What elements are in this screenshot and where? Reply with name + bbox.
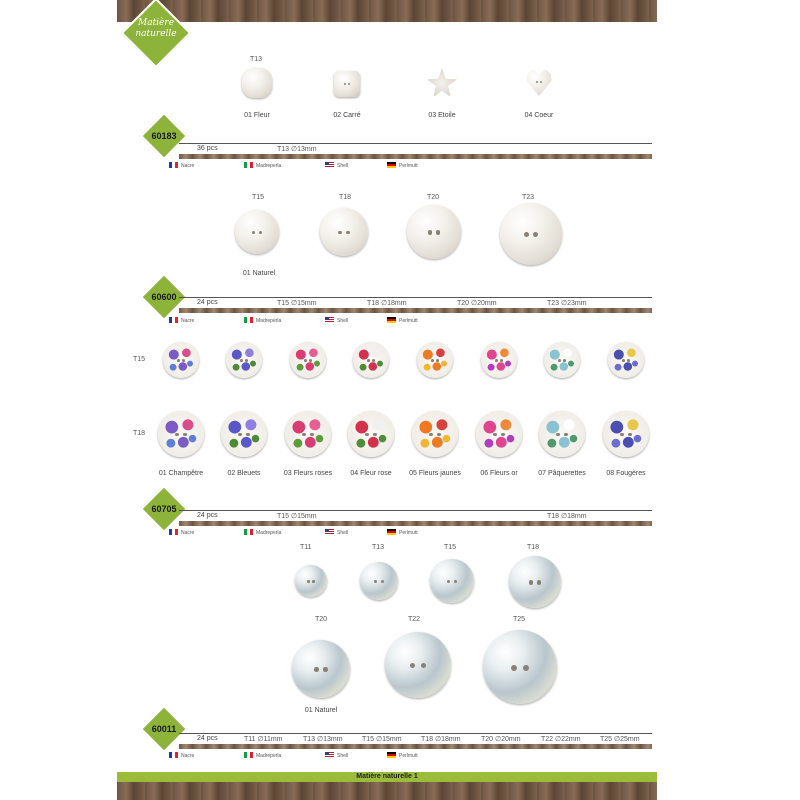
product-code: 60183 (151, 131, 177, 141)
button-abalone-t18 (509, 556, 561, 608)
lang-fr: Nacre (181, 530, 195, 536)
lang-it: Madreperla (256, 318, 282, 324)
size-spec: T13 ∅13mm (303, 736, 343, 743)
size-badge: T25 (513, 616, 526, 623)
button-coeur (525, 68, 553, 96)
size-badge: T20 (315, 616, 328, 623)
floral-button-t18 (539, 411, 585, 457)
size-spec: T15 ∅15mm (277, 513, 317, 520)
item-label: 01 Naturel (242, 270, 276, 277)
size-spec: T20 ∅20mm (481, 736, 521, 743)
button-abalone-t15 (430, 559, 474, 603)
product-code-badge (142, 715, 186, 745)
floral-button-t15 (544, 342, 580, 378)
item-label: 03 Fleurs roses (283, 470, 333, 477)
floral-button-t18 (603, 411, 649, 457)
lang-us: Shell (337, 318, 349, 324)
flag-de-icon (387, 162, 396, 168)
size-spec: T13 ∅13mm (277, 146, 317, 153)
pack-size: 24 pcs (197, 512, 218, 519)
flag-us-icon (325, 529, 334, 535)
floral-button-t15 (290, 342, 326, 378)
floral-button-t15 (417, 342, 453, 378)
floral-button-t18 (476, 411, 522, 457)
size-spec: T11 ∅11mm (244, 736, 283, 743)
floral-button-t15 (481, 342, 517, 378)
size-badge: T11 (300, 544, 312, 551)
button-abalone-t25 (483, 630, 557, 704)
button-naturel-t20 (407, 205, 461, 259)
item-label: 04 Fleur rose (350, 470, 392, 477)
size-badge: T23 (522, 194, 535, 201)
button-naturel-t23 (500, 203, 562, 265)
row-label: T15 (133, 356, 146, 363)
floral-button-t15 (353, 342, 389, 378)
floral-button-t15 (608, 342, 644, 378)
item-label: 01 Champêtre (158, 470, 204, 477)
wood-band (179, 154, 652, 159)
button-naturel-t15 (235, 210, 279, 254)
lang-it: Madreperla (256, 163, 282, 169)
lang-fr: Nacre (181, 163, 195, 169)
divider-line (179, 510, 652, 511)
size-badge: T13 (372, 544, 385, 551)
flag-it-icon (244, 317, 253, 323)
button-etoile (427, 68, 457, 98)
product-code-badge (142, 122, 186, 152)
size-spec: T22 ∅22mm (541, 736, 581, 743)
wood-footer-strip (117, 782, 657, 800)
size-spec: T25 ∅25mm (600, 736, 640, 743)
flag-fr-icon (169, 162, 178, 168)
lang-de: Perlmutt (399, 163, 418, 169)
item-label: 06 Fleurs or (480, 470, 518, 477)
product-code: 60011 (151, 724, 177, 734)
item-label: 05 Fleurs jaunes (409, 470, 461, 477)
flag-us-icon (325, 162, 334, 168)
lang-us: Shell (337, 753, 349, 759)
flag-it-icon (244, 529, 253, 535)
item-label: 01 Naturel (304, 707, 338, 714)
item-label: 02 Bleuets (227, 470, 261, 477)
flag-it-icon (244, 752, 253, 758)
button-abalone-t11 (295, 565, 327, 597)
item-label: 01 Fleur (244, 112, 270, 119)
category-badge-text: Matière naturelle (135, 18, 177, 39)
flag-fr-icon (169, 752, 178, 758)
product-code: 60705 (151, 504, 177, 514)
item-label: 04 Coeur (524, 112, 554, 119)
size-spec: T15 ∅15mm (362, 736, 402, 743)
floral-button-t18 (158, 411, 204, 457)
lang-fr: Nacre (181, 318, 195, 324)
flag-de-icon (387, 752, 396, 758)
lang-it: Madreperla (256, 753, 282, 759)
floral-button-t15 (226, 342, 262, 378)
wood-band (179, 744, 652, 749)
flag-fr-icon (169, 317, 178, 323)
size-spec: T18 ∅18mm (421, 736, 461, 743)
size-badge-t13: T13 (250, 56, 263, 63)
flag-it-icon (244, 162, 253, 168)
item-label: 02 Carré (333, 112, 361, 119)
item-label: 03 Etoile (428, 112, 456, 119)
lang-de: Perlmutt (399, 753, 418, 759)
floral-button-t15 (163, 342, 199, 378)
lang-us: Shell (337, 530, 349, 536)
row-label: T18 (133, 430, 146, 437)
size-badge: T15 (444, 544, 457, 551)
flag-de-icon (387, 317, 396, 323)
size-badge: T15 (252, 194, 265, 201)
button-naturel-t18 (320, 208, 368, 256)
size-badge: T22 (408, 616, 421, 623)
footer-text: Matière naturelle 1 (356, 773, 418, 780)
lang-it: Madreperla (256, 530, 282, 536)
button-abalone-t13 (360, 562, 398, 600)
divider-line (179, 733, 652, 734)
divider-line (179, 297, 652, 298)
floral-button-t18 (348, 411, 394, 457)
size-spec: T20 ∅20mm (457, 300, 497, 307)
product-code: 60600 (151, 292, 177, 302)
divider-line (179, 143, 652, 144)
size-spec: T15 ∅15mm (277, 300, 317, 307)
lang-de: Perlmutt (399, 530, 418, 536)
size-badge: T18 (339, 194, 352, 201)
catalog-page (117, 0, 657, 800)
wood-band (179, 521, 652, 526)
size-badge: T20 (427, 194, 440, 201)
floral-button-t18 (285, 411, 331, 457)
item-label: 08 Fougères (606, 470, 646, 477)
flag-us-icon (325, 752, 334, 758)
flag-de-icon (387, 529, 396, 535)
pack-size: 24 pcs (197, 735, 218, 742)
floral-button-t18 (412, 411, 458, 457)
flag-us-icon (325, 317, 334, 323)
footer-bar (117, 772, 657, 782)
size-spec: T18 ∅18mm (547, 513, 587, 520)
button-fleur (242, 68, 272, 98)
button-carre (334, 71, 360, 97)
size-spec: T18 ∅18mm (367, 300, 407, 307)
lang-fr: Nacre (181, 753, 195, 759)
pack-size: 36 pcs (197, 145, 218, 152)
button-abalone-t20 (292, 640, 350, 698)
lang-de: Perlmutt (399, 318, 418, 324)
pack-size: 24 pcs (197, 299, 218, 306)
button-abalone-t22 (385, 632, 451, 698)
flag-fr-icon (169, 529, 178, 535)
wood-header-strip (117, 0, 657, 22)
item-label: 07 Pâquerettes (538, 470, 586, 477)
floral-button-t18 (221, 411, 267, 457)
wood-band (179, 308, 652, 313)
size-spec: T23 ∅23mm (547, 300, 587, 307)
category-badge (125, 2, 187, 64)
size-badge: T18 (527, 544, 540, 551)
lang-us: Shell (337, 163, 349, 169)
